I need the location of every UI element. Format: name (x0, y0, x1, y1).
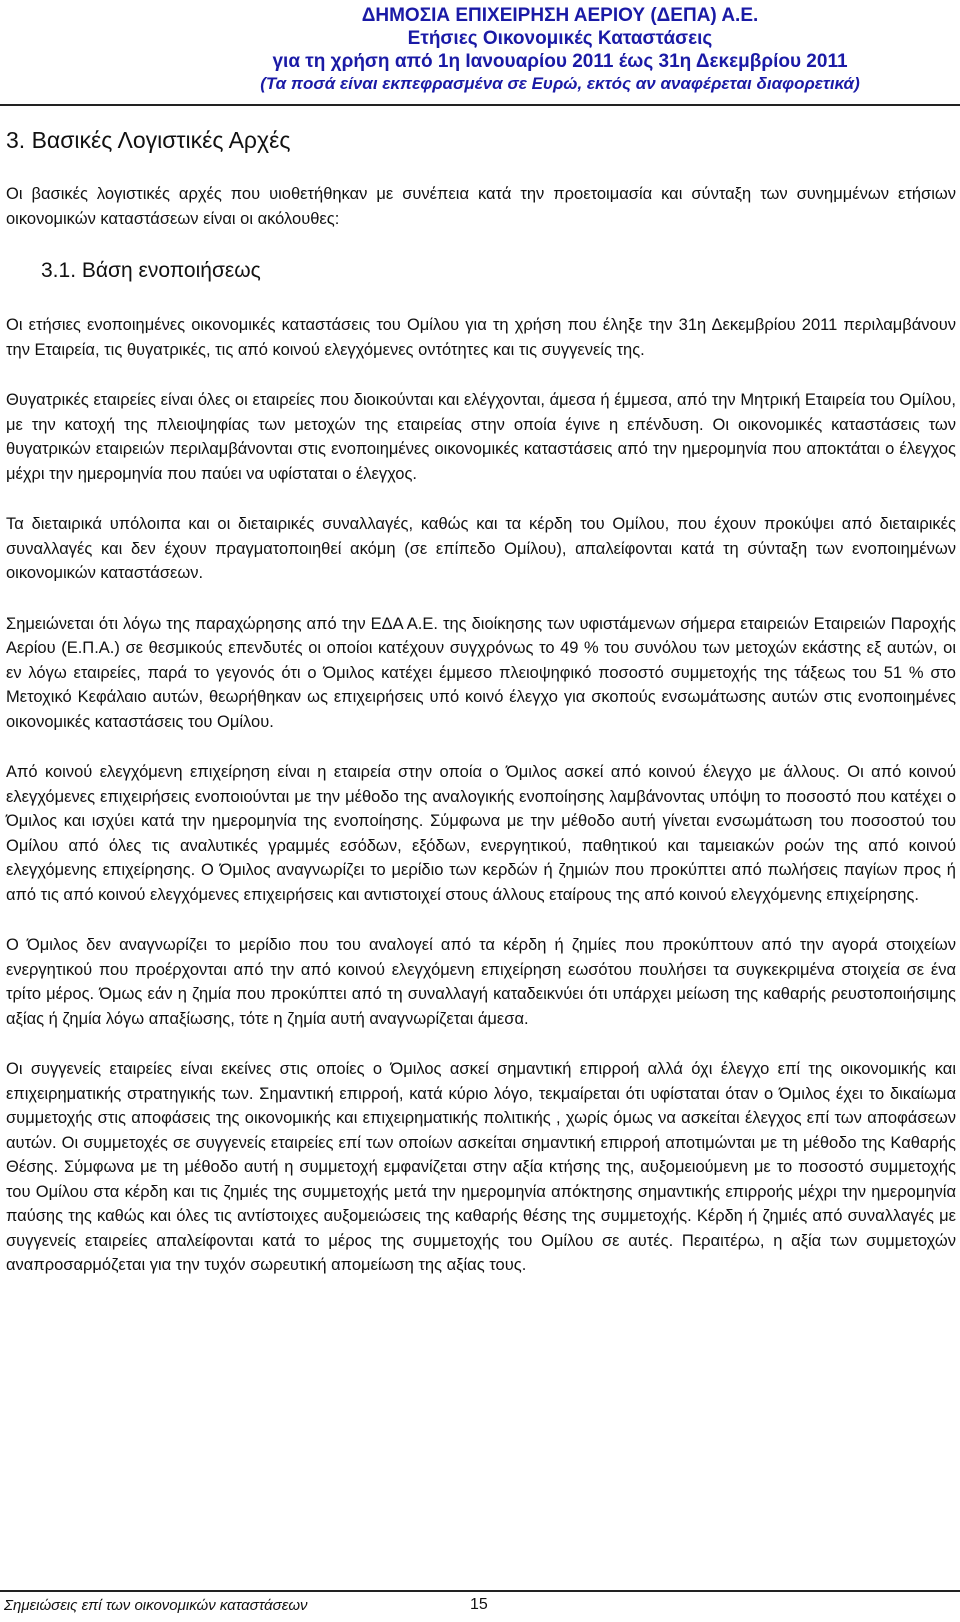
paragraph: Τα διεταιρικά υπόλοιπα και οι διεταιρικές συναλλαγές, καθώς και τα κέρδη του Ομίλου, που έχουν προκύψει από διεταιρικές συναλλαγές και δεν έχουν πραγματοποιηθεί ακόμη (σε επίπεδο Ομίλου), απαλείφονται κατά τη σύνταξη των ενοποιημένων οικονομικών καταστάσεων. (6, 515, 956, 582)
section-intro: Οι βασικές λογιστικές αρχές που υιοθετήθηκαν με συνέπεια κατά την προετοιμασία και σύνταξη των συνημμένων ετήσιων οικονομικών καταστάσεων είναι οι ακόλουθες: (6, 185, 956, 228)
paragraph: Από κοινού ελεγχόμενη επιχείρηση είναι η εταιρεία στην οποία ο Όμιλος ασκεί από κοινού έλεγχο με άλλους. Οι από κοινού ελεγχόμενες επιχειρήσεις ενοποιούνται με την μέθοδο της αναλογικής ενοποίησης λαμβάνοντας υπόψη το ποσοστό που κατέχει ο Όμιλος και ισχύει κατά την ημερομηνία της ενοποίησης. Σύμφωνα με την μέθοδο αυτή γίνεται ενσωμάτωση του ποσοστού του Ομίλου από όλες τις αναλυτικές γραμμές εσόδων, εξόδων, ενεργητικού, παθητικού και ταμειακών ροών της από κοινού ελεγχόμενης επιχείρησης. Ο Όμιλος αναγνωρίζει το μερίδιο των κερδών ή ζημιών που προκύπτει από πωλήσεις παγίων προς ή από τις από κοινού ελεγχόμενες επιχειρήσεις και αντιστοιχεί στους άλλους εταίρους της από κοινού ελεγχόμενης επιχείρησης. (6, 763, 956, 904)
page-number: 15 (470, 1596, 488, 1613)
currency-note: (Τα ποσά είναι εκπεφρασμένα σε Ευρώ, εκτός αν αναφέρεται διαφορετικά) (260, 74, 860, 93)
document-body (6, 126, 956, 1304)
paragraph: Θυγατρικές εταιρείες είναι όλες οι εταιρείες που διοικούνται και ελέγχονται, άμεσα ή έμμεσα, από την Μητρική Εταιρεία του Ομίλου, με την κατοχή της πλειοψηφίας των μετοχών της εταιρείας στην οποία έγινε η επένδυση. Οι οικονομικές καταστάσεις των θυγατρικών εταιρειών περιλαμβάνονται στις ενοποιημένες οικονομικές καταστάσεις από την ημερομηνία που αποκτάται ο έλεγχος μέχρι την ημερομηνία που παύει να υφίσταται ο έλεγχος. (6, 391, 956, 483)
report-title: Ετήσιες Οικονομικές Καταστάσεις (407, 28, 713, 49)
paragraph: Οι ετήσιες ενοποιημένες οικονομικές καταστάσεις του Ομίλου για τη χρήση που έληξε την 31η Δεκεμβρίου 2011 περιλαμβάνουν την Εταιρεία, τις θυγατρικές, τις από κοινού ελεγχόμενες οντότητες και τις συγγενείς της. (6, 316, 956, 359)
page-header (0, 4, 960, 95)
section-heading: 3. Βασικές Λογιστικές Αρχές (6, 127, 291, 153)
footer-label: Σημειώσεις επί των οικονομικών καταστάσεων (4, 1597, 308, 1614)
company-name: ΔΗΜΟΣΙΑ ΕΠΙΧΕΙΡΗΣΗ ΑΕΡΙΟΥ (ΔΕΠΑ) Α.Ε. (361, 5, 759, 26)
paragraph: Σημειώνεται ότι λόγω της παραχώρησης από την ΕΔΑ Α.Ε. της διοίκησης των υφιστάμενων σήμερα εταιρειών Εταιρειών Παροχής Αερίου (Ε.Π.Α.) σε θεσμικούς επενδυτές οι οποίοι κατέχουν συγχρόνως το 49 % του συνόλου των μετοχών εκάστης εξ αυτών, οι εν λόγω εταιρείες, παρά το γεγονός ότι ο Όμιλος κατέχει έμμεσο πλειοψηφικό ποσοστό συμμετοχής της τάξεως του 51 % στο Μετοχικό Κεφάλαιο αυτών, θεωρήθηκαν ως επιχειρήσεις υπό κοινό έλεγχο για σκοπούς ενσωμάτωσης αυτών στις ενοποιημένες οικονομικές καταστάσεις του Ομίλου. (6, 614, 956, 731)
report-period: για τη χρήση από 1η Ιανουαρίου 2011 έως 31η Δεκεμβρίου 2011 (272, 51, 848, 72)
subsection-heading: 3.1. Βάση ενοποιήσεως (41, 259, 261, 282)
paragraph: Οι συγγενείς εταιρείες είναι εκείνες στις οποίες ο Όμιλος ασκεί σημαντική επιρροή αλλά όχι έλεγχο επί της οικονομικής και επιχειρηματικής στρατηγικής των. Σημαντική επιρροή, κατά κύριο λόγο, τεκμαίρεται ότι υφίσταται όταν ο Όμιλος έχει το δικαίωμα συμμετοχής στις αποφάσεις της οικονομικής και επιχειρηματικής πολιτικής , χωρίς όμως να ασκείται έλεγχος επί των αποφάσεων αυτών. Οι συμμετοχές σε συγγενείς εταιρείες επί των οποίων ασκείται σημαντική επιρροή αποτιμώνται με τη μέθοδο της Καθαρής Θέσης. Σύμφωνα με τη μέθοδο αυτή η συμμετοχή εμφανίζεται στην αξία κτήσης της, αυξομειούμενη με το ποσοστό συμμετοχής του Ομίλου στα κέρδη και τις ζημιές της συμμετοχής μετά την ημερομηνία απόκτησης σημαντικής επιρροής μέχρι την ημερομηνία παύσης της καθώς και όλες τις αντίστοιχες αυξομειώσεις της καθαρής θέσης της συμμετοχής. Κέρδη ή ζημιές από συναλλαγές με συγγενείς εταιρείες απαλείφονται κατά το μέρος της συμμετοχής του Ομίλου σε αυτές. Περαιτέρω, η αξία των συμμετοχών αναπροσαρμόζεται για την τυχόν σωρευτική απομείωση της αξίας τους. (6, 1060, 956, 1274)
paragraph: Ο Όμιλος δεν αναγνωρίζει το μερίδιο που του αναλογεί από τα κέρδη ή ζημίες που προκύπτουν από την αγορά στοιχείων ενεργητικού που προέρχονται από την από κοινού ελεγχόμενη επιχείρηση εωσότου πουλήσει τα συγκεκριμένα στοιχεία σε ένα τρίτο μέρος. Όμως εάν η ζημία που προκύπτει από τη συναλλαγή καταδεικνύει ότι υπάρχει μείωση της καθαρής ρευστοποιήσιμης αξίας ή ζημία λόγω απαξίωσης, τότε η ζημία αυτή αναγνωρίζεται άμεσα. (6, 936, 956, 1028)
footer-divider (0, 1590, 960, 1592)
header-divider (0, 104, 960, 106)
